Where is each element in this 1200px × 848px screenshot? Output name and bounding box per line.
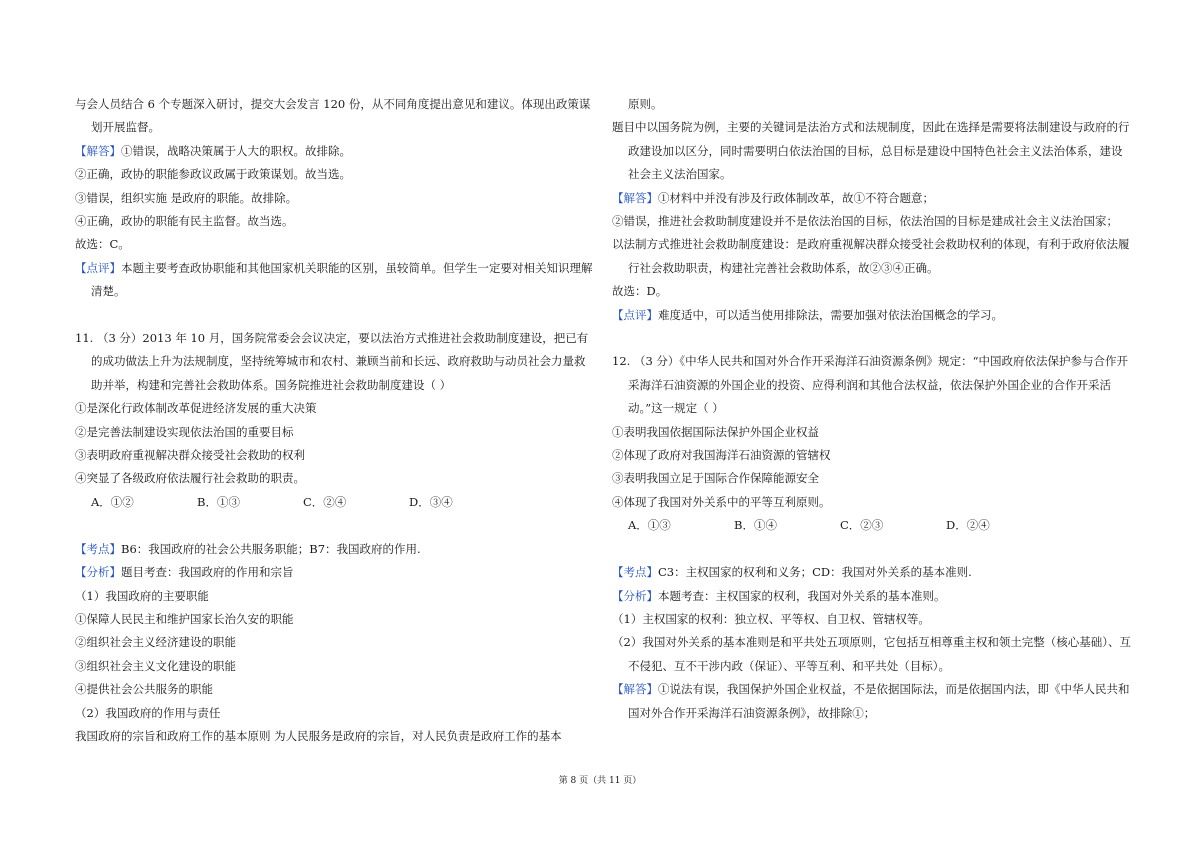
knowledge-point-text: B6：我国政府的社会公共服务职能；B7：我国政府的作用. [121, 541, 421, 556]
option-c: C．②④ [303, 494, 347, 509]
text-line: （2）我国政府的作用与责任 [75, 705, 221, 720]
analysis-text: 题目考查：我国政府的作用和宗旨 [121, 565, 294, 580]
text-line: ④提供社会公共服务的职能 [75, 682, 213, 697]
options-row [612, 514, 1132, 537]
answer-tag: 【解答】 [612, 682, 658, 697]
text-line: ②组织社会主义经济建设的职能 [75, 635, 236, 650]
statement-line: ③表明政府重视解决群众接受社会救助的权利 [75, 448, 305, 463]
text-line: 以法制方式推进社会救助制度建设：是政府重视解决群众接受社会救助权利的体现，有利于政府依法履行社会救助职责，构建社完善社会救助体系，故②③④正确。 [612, 237, 1130, 275]
text-line: 题目中以国务院为例，主要的关键词是法治方式和法规制度，因此在选择是需要将法制建设与政府的行政建设加以区分，同时需要明白依法治国的目标，总目标是建设中国特色社会主义法治体系，建设社会主义法治国家。 [612, 120, 1130, 182]
comment-tag: 【点评】 [75, 260, 121, 275]
analysis-paragraph [612, 585, 1132, 608]
left-column [75, 93, 595, 748]
page-footer: 第 8 页（共 11 页） [558, 776, 642, 786]
option-b: B．①③ [197, 494, 240, 509]
statement-line: ①表明我国依据国际法保护外国企业权益 [612, 424, 819, 439]
text-line: 原则。 [628, 97, 663, 111]
text-line: ②错误，推进社会救助制度建设并不是依法治国的目标，依法治国的目标是建成社会主义法治国家； [612, 214, 1118, 229]
option-c: C．②③ [840, 518, 884, 533]
comment-text: 本题主要考查政协职能和其他国家机关职能的区别，虽较简单。但学生一定要对相关知识理解清楚。 [91, 260, 593, 299]
text-line: （2）我国对外关系的基本准则是和平共处五项原则，它包括互相尊重主权和领土完整（核心基础）、互不侵犯、互不干涉内政（保证）、平等互利、和平共处（目标）。 [612, 635, 1132, 673]
statement-line: ②是完善法制建设实现依法治国的重要目标 [75, 424, 294, 439]
option-d: D．②④ [946, 518, 990, 533]
knowledge-point-paragraph [75, 538, 595, 561]
option-a: A．①③ [628, 518, 671, 533]
statement-line: ④突显了各级政府依法履行社会救助的职责。 [75, 471, 305, 486]
answer-paragraph [612, 678, 1132, 725]
choice-line: 故选：D。 [612, 284, 668, 299]
answer-text: ①说法有误，我国保护外国企业权益，不是依据国际法，而是依据国内法，即《中华人民共和国对外合作开采海洋石油资源条例》，故排除①； [628, 682, 1130, 720]
question-12: 12. （3 分）《中华人民共和国对外合作开采海洋石油资源条例》规定：“中国政府依法保护参与合作开采海洋石油资源的外国企业的投资、应得利润和其他合法权益，依法保护外国企业的合作开采活动。”这一规定（ ） [612, 354, 1129, 416]
text-line: ①保障人民民主和维护国家长治久安的职能 [75, 611, 294, 626]
answer-tag: 【解答】 [612, 190, 658, 205]
comment-paragraph [612, 304, 1132, 327]
knowledge-point-tag: 【考点】 [75, 541, 121, 556]
text-line: （1）我国政府的主要职能 [75, 588, 209, 603]
choice-line: 故选：C。 [75, 237, 130, 252]
comment-tag: 【点评】 [612, 307, 658, 322]
question-11: 11. （3 分）2013 年 10 月，国务院常委会会议决定，要以法治方式推进社会救助制度建设，把已有的成功做法上升为法规制度，坚持统筹城市和农村、兼顾当前和长远、政府救助与动员社会力量救助并举，构建和完善社会救助体系。国务院推进社会救助制度建设（ ） [75, 331, 589, 392]
comment-text: 难度适中，可以适当使用排除法，需要加强对依法治国概念的学习。 [658, 307, 1003, 322]
answer-paragraph [75, 140, 595, 163]
answer-paragraph [612, 187, 1132, 210]
analysis-paragraph [75, 561, 595, 584]
analysis-text: 本题考查：主权国家的权利，我国对外关系的基本准则。 [658, 588, 946, 603]
statement-line: ①是深化行政体制改革促进经济发展的重大决策 [75, 401, 317, 416]
option-a: A．①② [91, 494, 134, 509]
knowledge-point-text: C3：主权国家的权利和义务；CD：我国对外关系的基本准则. [658, 565, 972, 580]
statement-line: ②体现了政府对我国海洋石油资源的管辖权 [612, 448, 831, 463]
option-d: D．③④ [409, 494, 453, 509]
text-line: ④正确，政协的职能有民主监督。故当选。 [75, 214, 294, 229]
text-line: ③错误，组织实施 是政府的职能。故排除。 [75, 190, 298, 205]
text-line: ②正确，政协的职能参政议政属于政策谋划。故当选。 [75, 167, 351, 182]
options-row [75, 491, 595, 514]
knowledge-point-tag: 【考点】 [612, 565, 658, 580]
analysis-tag: 【分析】 [612, 588, 658, 603]
text-line: 与会人员结合 6 个专题深入研讨，提交大会发言 120 份，从不同角度提出意见和建议。体现出政策谋划开展监督。 [75, 97, 591, 135]
answer-text: ①错误，战略决策属于人大的职权。故排除。 [121, 143, 351, 158]
comment-paragraph [75, 257, 595, 304]
right-column [612, 93, 1132, 725]
option-b: B．①④ [734, 518, 777, 533]
text-line: 我国政府的宗旨和政府工作的基本原则 为人民服务是政府的宗旨，对人民负责是政府工作的基本 [75, 728, 562, 743]
text-line: （1）主权国家的权利：独立权、平等权、自卫权、管辖权等。 [612, 611, 930, 626]
statement-line: ③表明我国立足于国际合作保障能源安全 [612, 471, 819, 486]
answer-tag: 【解答】 [75, 143, 121, 158]
statement-line: ④体现了我国对外关系中的平等互利原则。 [612, 494, 831, 509]
answer-text: ①材料中并没有涉及行政体制改革，故①不符合题意； [658, 190, 934, 205]
knowledge-point-paragraph [612, 561, 1132, 584]
text-line: ③组织社会主义文化建设的职能 [75, 658, 236, 673]
analysis-tag: 【分析】 [75, 565, 121, 580]
